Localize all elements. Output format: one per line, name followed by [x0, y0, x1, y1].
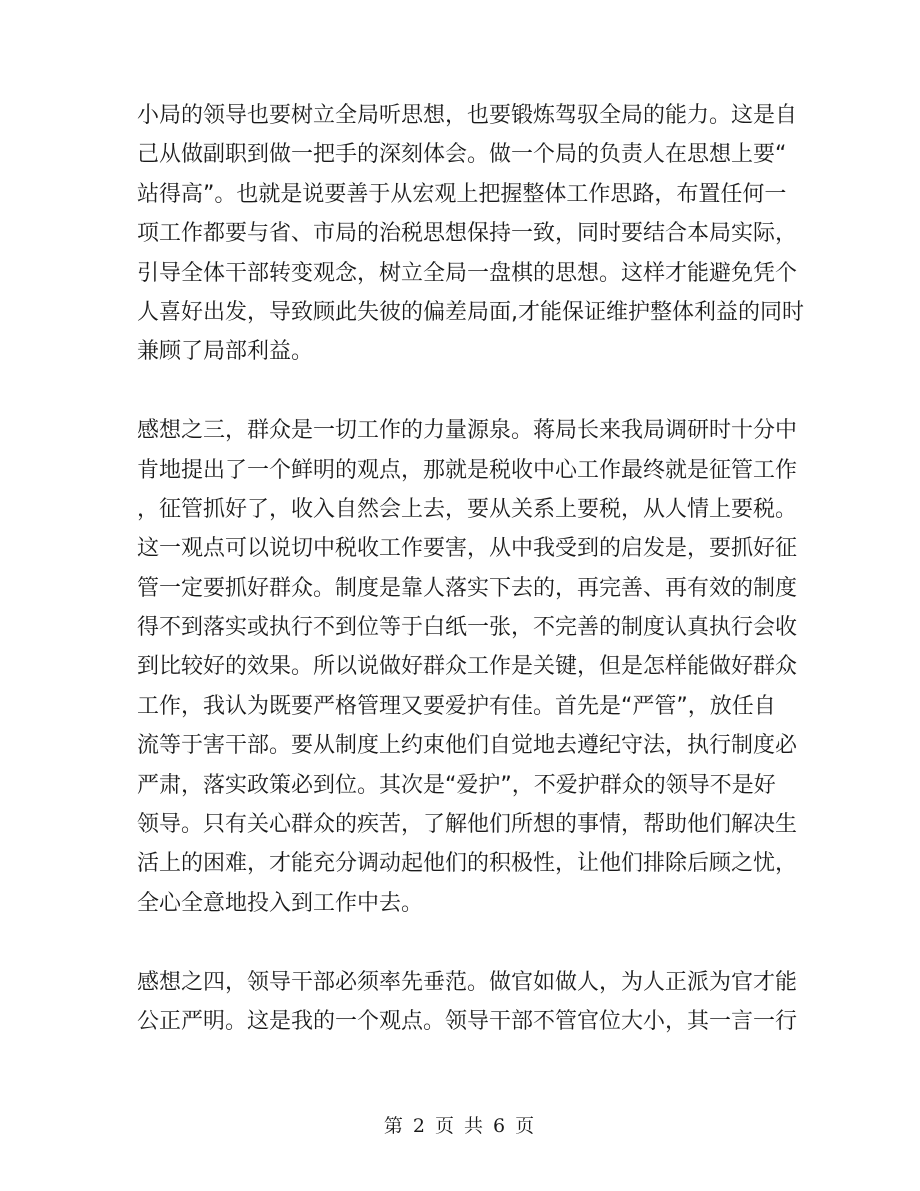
text-line: 活上的困难，才能充分调动起他们的积极性，让他们排除后顾之忧， — [137, 851, 798, 877]
text-line: 全心全意地投入到工作中去。 — [137, 890, 424, 916]
text-line: 管一定要抓好群众。制度是靠人落实下去的，再完善、再有效的制度 — [137, 575, 798, 601]
paragraph-2 — [137, 411, 798, 923]
text-line: 己从做副职到做一把手的深刻体会。做一个局的负责人在思想上要“ — [137, 142, 787, 168]
text-line: 人喜好出发，导致顾此失彼的偏差局面,才能保证维护整体利益的同时 — [137, 299, 804, 325]
text-line: 站得高”。也就是说要善于从宏观上把握整体工作思路，布置任何一 — [137, 181, 787, 207]
text-line: 兼顾了局部利益。 — [137, 339, 314, 365]
paragraph-spacer — [137, 923, 785, 962]
paragraph-3 — [137, 963, 798, 1042]
text-line: 感想之三，群众是一切工作的力量源泉。蒋局长来我局调研时十分中 — [137, 418, 798, 444]
document-body — [137, 96, 804, 1041]
page-number: 第 2 页 共 6 页 — [383, 1115, 537, 1137]
paragraph-1 — [137, 96, 804, 372]
text-line: 这一观点可以说切中税收工作要害，从中我受到的启发是，要抓好征 — [137, 536, 798, 562]
text-line: 到比较好的效果。所以说做好群众工作是关键，但是怎样能做好群众 — [137, 654, 798, 680]
text-line: 项工作都要与省、市局的治税思想保持一致，同时要结合本局实际， — [137, 221, 798, 247]
text-line: 引导全体干部转变观念，树立全局一盘棋的思想。这样才能避免凭个 — [137, 260, 798, 286]
text-line: 小局的领导也要树立全局听思想，也要锻炼驾驭全局的能力。这是自 — [137, 103, 798, 128]
text-line: 得不到落实或执行不到位等于白纸一张，不完善的制度认真执行会收 — [137, 615, 798, 641]
text-line: 流等于害干部。要从制度上约束他们自觉地去遵纪守法，执行制度必 — [137, 733, 798, 759]
text-line: 严肃，落实政策必到位。其次是“爱护”，不爱护群众的领导不是好 — [137, 772, 776, 798]
text-line: 领导。只有关心群众的疾苦，了解他们所想的事情，帮助他们解决生 — [137, 812, 798, 838]
text-line: 肯地提出了一个鲜明的观点，那就是税收中心工作最终就是征管工作 — [137, 457, 798, 483]
text-line: ，征管抓好了，收入自然会上去，要从关系上要税，从人情上要税。 — [137, 496, 798, 522]
paragraph-spacer — [137, 372, 785, 411]
text-line: 公正严明。这是我的一个观点。领导干部不管官位大小，其一言一行 — [137, 1008, 798, 1034]
text-line: 感想之四，领导干部必须率先垂范。做官如做人，为人正派为官才能 — [137, 969, 798, 995]
text-line: 工作，我认为既要严格管理又要爱护有佳。首先是“严管”，放任自 — [137, 693, 776, 719]
